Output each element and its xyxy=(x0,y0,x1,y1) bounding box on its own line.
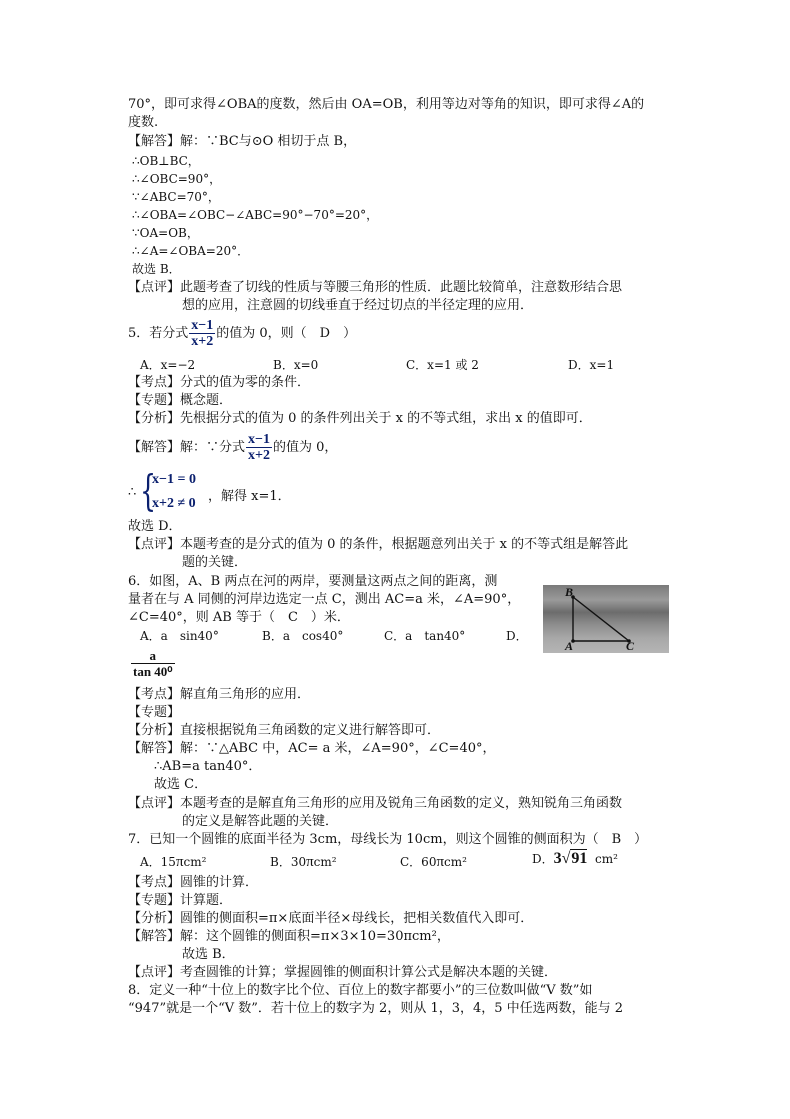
fraction-denominator: x+2 xyxy=(248,448,270,463)
question-text: 的值为 0，则（ D ） xyxy=(216,326,357,341)
option-d xyxy=(532,850,618,868)
fraction xyxy=(189,318,215,349)
question-8: 8．定义一种“十位上的数字比个位、百位上的数字都要小”的三位数叫做“V 数”如 xyxy=(128,983,593,998)
text-line: 70°，即可求得∠OBA的度数，然后由 OA=OB，利用等边对等角的知识，即可求得∠A的 xyxy=(128,97,645,112)
radical-expression: 3√91 xyxy=(553,850,588,867)
question-8: “947”就是一个“V 数”．若十位上的数字为 2，则从 1，3，4，5 中任选两数，能与 2 xyxy=(128,1001,624,1016)
label-a: A xyxy=(565,639,574,653)
equation-2: x+2 ≠ 0 xyxy=(152,496,196,511)
step-line: ∵OA=OB， xyxy=(132,226,199,240)
comment-line: 【点评】此题考查了切线的性质与等腰三角形的性质．此题比较简单，注意数形结合思 xyxy=(128,280,623,295)
fraction-denominator: tan 40⁰ xyxy=(133,664,173,679)
option-c-value: C．60 xyxy=(400,855,437,869)
analysis-line: 【分析】圆锥的侧面积=π×底面半径×母线长，把相关数值代入即可． xyxy=(128,911,534,926)
triangle-figure xyxy=(543,585,669,653)
fraction-denominator: x+2 xyxy=(191,334,214,349)
fraction xyxy=(246,432,272,463)
option-a-value: A．15 xyxy=(140,855,176,869)
option-b-value: B．30 xyxy=(270,855,307,869)
question-text: 5．若分式 xyxy=(128,326,189,341)
analysis-line: 【分析】先根据分式的值为 0 的条件列出关于 x 的不等式组，求出 x 的值即可． xyxy=(128,411,592,426)
comment-line: 的定义是解答此题的关键． xyxy=(182,814,339,829)
question-6: ∠C=40°，则 AB 等于（ C ）米． xyxy=(128,610,350,625)
option-a xyxy=(140,853,206,871)
option-c: C．a tan40° xyxy=(384,629,466,643)
therefore-symbol: ∴ xyxy=(128,485,137,500)
comment-line: 题的关键． xyxy=(182,555,248,570)
option-d: D．x=1 xyxy=(568,358,615,372)
comment-line: 想的应用，注意圆的切线垂直于经过切点的半径定理的应用． xyxy=(182,298,534,313)
answer-line xyxy=(128,432,337,463)
option-d-label: D． xyxy=(532,852,554,866)
step-line: 故选 C． xyxy=(154,777,208,792)
comment-line: 【点评】本题考查的是分式的值为 0 的条件，根据题意列出关于 x 的不等式组是解答此 xyxy=(128,537,629,552)
option-a-unit: cm² xyxy=(183,855,207,869)
point-line: 【考点】解直角三角形的应用． xyxy=(128,687,311,702)
step-line: ∴OB⊥BC， xyxy=(132,154,200,168)
radicand: 91 xyxy=(571,850,588,867)
label-c: C xyxy=(626,639,635,653)
comment-line: 【点评】考查圆锥的计算；掌握圆锥的侧面积计算公式是解决本题的关键． xyxy=(128,965,558,980)
topic-line: 【专题】 xyxy=(128,705,181,720)
answer-line: 【解答】解：∵△ABC 中，AC= a 米，∠A=90°，∠C=40°， xyxy=(128,741,496,756)
step-line: ∴∠OBC=90°， xyxy=(132,172,222,186)
text-line: 度数. xyxy=(128,115,159,130)
analysis-line: 【分析】直接根据锐角三角函数的定义进行解答即可． xyxy=(128,723,441,738)
left-brace-icon: { xyxy=(140,466,157,515)
question-6: 6．如图，A、B 两点在河的两岸，要测量这两点之间的距离，测 xyxy=(128,574,498,589)
step-line: 故选 B． xyxy=(182,947,235,962)
point-line: 【考点】圆锥的计算． xyxy=(128,875,259,890)
answer-text: 【解答】解：∵分式 xyxy=(128,440,246,455)
question-6: 量者在与 A 同侧的河岸边选定一点 C，测出 AC=a 米，∠A=90°， xyxy=(128,592,521,607)
solution-text: ，解得 x=1． xyxy=(208,489,291,504)
option-d-unit: cm² xyxy=(595,852,618,866)
point-line: 【考点】分式的值为零的条件． xyxy=(128,375,311,390)
label-b: B xyxy=(565,585,574,599)
answer-line: 【解答】解：这个圆锥的侧面积=π×3×10=30πcm²， xyxy=(128,929,450,944)
step-line: ∴∠A=∠OBA=20°． xyxy=(132,244,250,258)
step-line: ∵∠ABC=70°， xyxy=(132,190,220,204)
pi-symbol: π xyxy=(306,854,314,870)
pi-symbol: π xyxy=(436,854,445,870)
option-a: A．a sin40° xyxy=(140,629,219,643)
option-b: B．a cos40° xyxy=(262,629,344,643)
fraction-numerator: a xyxy=(131,648,175,664)
step-line: 故选 B． xyxy=(132,262,181,276)
option-b: B．x=0 xyxy=(273,358,319,372)
equation-1: x−1 = 0 xyxy=(152,472,196,487)
option-b xyxy=(270,853,337,871)
answer-line: 【解答】解：∵BC与⊙O 相切于点 B， xyxy=(128,134,357,149)
option-b-unit: cm² xyxy=(313,855,337,869)
question-5 xyxy=(128,318,356,349)
option-c-unit: cm² xyxy=(444,855,467,869)
radical-coefficient: 3 xyxy=(553,850,562,867)
option-a: A．x=−2 xyxy=(140,358,196,372)
topic-line: 【专题】计算题． xyxy=(128,893,233,908)
step-line: ∴∠OBA=∠OBC−∠ABC=90°−70°=20°， xyxy=(132,208,379,222)
option-d: D． xyxy=(506,629,528,643)
fraction-numerator: x−1 xyxy=(191,318,214,333)
option-c xyxy=(400,853,467,871)
option-d-fraction xyxy=(130,648,176,679)
comment-line: 【点评】本题考查的是解直角三角形的应用及锐角三角函数的定义，熟知锐角三角函数 xyxy=(128,796,623,811)
answer-text: 的值为 0， xyxy=(273,440,338,455)
pi-symbol: π xyxy=(175,854,184,870)
fraction xyxy=(131,648,175,679)
fraction-numerator: x−1 xyxy=(248,432,270,447)
question-7: 7．已知一个圆锥的底面半径为 3cm，母线长为 10cm，则这个圆锥的侧面积为（ B ） xyxy=(128,832,648,847)
option-c: C．x=1 或 2 xyxy=(406,358,479,372)
topic-line: 【专题】概念题． xyxy=(128,393,233,408)
river-photo xyxy=(543,585,669,653)
step-line: ∴AB=a tan40°． xyxy=(154,759,262,774)
step-line: 故选 D． xyxy=(128,519,182,534)
